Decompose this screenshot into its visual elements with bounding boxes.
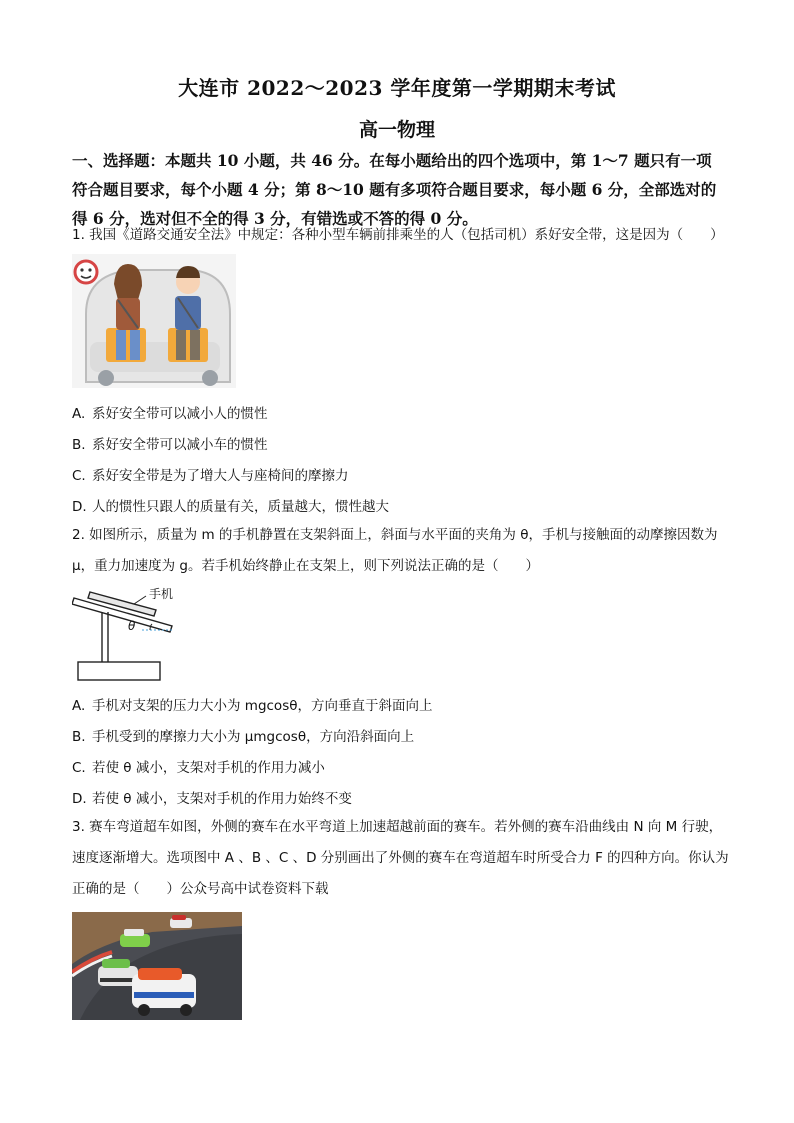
angle-label: θ [128, 619, 136, 633]
question-3-stem: 3. 赛车弯道超车如图，外侧的赛车在水平弯道上加速超越前面的赛车。若外侧的赛车沿曲线由 N 向 M 行驶，速度逐渐增大。选项图中 A 、B 、C 、D 分别画出了外侧的赛车在弯道超车时所受合力 F 的四种方向。你认为正确的是（ ）公众号高中试卷资料下载 [72, 819, 729, 897]
q2-option-c [72, 756, 325, 776]
q1-option-b [72, 433, 268, 453]
page-title: 大连市 2022～2023 学年度第一学期期末考试 [178, 76, 616, 100]
option-text: 若使 θ 减小，支架对手机的作用力始终不变 [92, 791, 352, 807]
option-key: C. [72, 760, 86, 776]
option-key: A. [72, 406, 86, 422]
option-text: 系好安全带可以减小人的惯性 [92, 406, 268, 422]
phone-label: 手机 [149, 587, 174, 601]
option-text: 若使 θ 减小，支架对手机的作用力减小 [92, 760, 325, 776]
option-text: 系好安全带可以减小车的惯性 [92, 437, 268, 453]
option-key: B. [72, 729, 86, 745]
question-2-stem: 2. 如图所示，质量为 m 的手机静置在支架斜面上，斜面与水平面的夹角为 θ，手机与接触面的动摩擦因数为 μ，重力加速度为 g。若手机始终静止在支架上，则下列说法正确的是（ ） [72, 527, 718, 574]
q1-option-d [72, 495, 389, 515]
option-key: C. [72, 468, 86, 484]
race-cars-photo [72, 912, 242, 1020]
option-key: A. [72, 698, 86, 714]
q2-option-d [72, 787, 352, 807]
option-text: 人的惯性只跟人的质量有关，质量越大，惯性越大 [92, 499, 389, 515]
q2-option-a [72, 694, 433, 714]
option-text: 手机对支架的压力大小为 mgcosθ，方向垂直于斜面向上 [92, 698, 433, 714]
question-1-stem: 1. 我国《道路交通安全法》中规定：各种小型车辆前排乘坐的人（包括司机）系好安全带，这是因为（ ） [72, 227, 724, 243]
option-key: D. [72, 499, 87, 515]
option-key: D. [72, 791, 87, 807]
option-text: 系好安全带是为了增大人与座椅间的摩擦力 [92, 468, 349, 484]
section-instructions: 一、选择题：本题共 10 小题，共 46 分。在每小题给出的四个选项中，第 1～7 题只有一项符合题目要求，每个小题 4 分；第 8～10 题有多项符合题目要求，每小题 6 分，全部选对的得 6 分，选对但不全的得 3 分，有错选或不答的得 0 分。 [72, 151, 717, 228]
seatbelt-illustration [72, 254, 236, 388]
q2-option-b [72, 725, 414, 745]
option-key: B. [72, 437, 86, 453]
q1-option-c [72, 464, 349, 484]
page-subtitle: 高一物理 [358, 119, 435, 141]
q1-option-a [72, 402, 268, 422]
option-text: 手机受到的摩擦力大小为 μmgcosθ，方向沿斜面向上 [92, 729, 415, 745]
